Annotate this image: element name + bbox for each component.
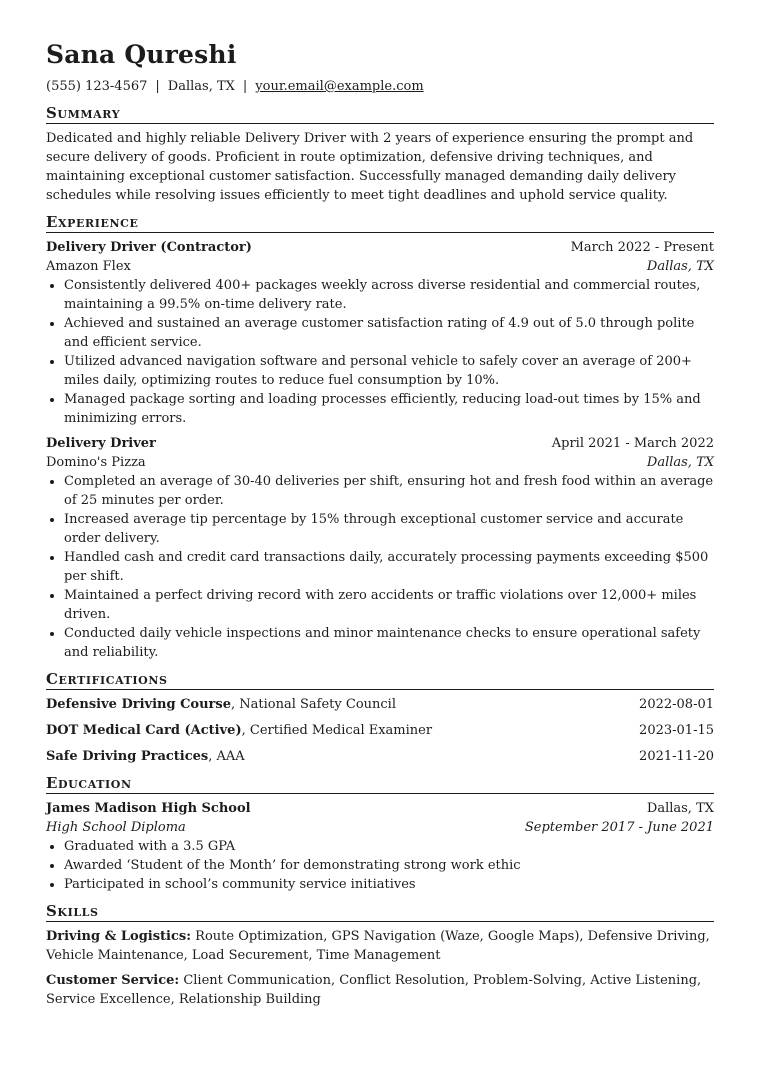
certification-name: DOT Medical Card (Active) xyxy=(46,723,242,738)
bullet-item: • Increased average tip percentage by 15% through exceptional customer service and accurate order delivery. xyxy=(64,510,714,548)
skill-list: Route Optimization, GPS Navigation (Waze, Google Maps), Defensive Driving, Vehicle Maintenance, Load Securement, Time Management xyxy=(46,929,710,963)
certification-item xyxy=(46,721,714,740)
school-location: Dallas, TX xyxy=(646,801,714,816)
section-title-certifications: Certifications xyxy=(46,670,714,690)
bullet-item: • Graduated with a 3.5 GPA xyxy=(64,837,714,856)
bullet-item: • Managed package sorting and loading processes efficiently, reducing load-out times by 15% and minimizing errors. xyxy=(64,390,714,428)
certification-date: 2022-08-01 xyxy=(639,697,714,712)
job-title: Delivery Driver xyxy=(46,436,156,451)
job-bullets xyxy=(46,472,714,662)
skill-list: Client Communication, Conflict Resolution, Problem-Solving, Active Listening, Service Excellence, Relationship Building xyxy=(46,973,702,1007)
bullet-item: • Maintained a perfect driving record with zero accidents or traffic violations over 12,000+ miles driven. xyxy=(64,586,714,624)
section-title-education: Education xyxy=(46,774,714,794)
school-name: James Madison High School xyxy=(46,801,251,816)
job-entry xyxy=(46,238,714,428)
bullet-item: • Utilized advanced navigation software and personal vehicle to safely cover an average of 200+ miles daily, optimizing routes to reduce fuel consumption by 10%. xyxy=(64,352,714,390)
bullet-item: • Conducted daily vehicle inspections and minor maintenance checks to ensure operational safety and reliability. xyxy=(64,624,714,662)
education-dates: September 2017 - June 2021 xyxy=(524,820,714,835)
bullet-item: • Handled cash and credit card transactions daily, accurately processing payments exceeding $500 per shift. xyxy=(64,548,714,586)
summary-text: Dedicated and highly reliable Delivery Driver with 2 years of experience ensuring the prompt and secure delivery of goods. Proficient in route optimization, defensive driving techniques, and maintaining exceptional customer satisfaction. Successfully managed demanding daily delivery schedules while resolving issues efficiently to meet tight deadlines and uphold service quality. xyxy=(46,131,694,203)
certification-issuer: , National Safety Council xyxy=(231,697,396,712)
job-bullets xyxy=(46,276,714,428)
bullet-item: • Consistently delivered 400+ packages weekly across diverse residential and commercial routes, maintaining a 99.5% on-time delivery rate. xyxy=(64,276,714,314)
job-location: Dallas, TX xyxy=(646,259,714,274)
separator: | xyxy=(155,79,160,94)
email-link[interactable]: your.email@example.com xyxy=(255,79,424,94)
bullet-item: • Achieved and sustained an average customer satisfaction rating of 4.9 out of 5.0 through polite and efficient service. xyxy=(64,314,714,352)
job-entry xyxy=(46,434,714,662)
education-bullets xyxy=(46,837,714,894)
certification-name: Defensive Driving Course xyxy=(46,697,231,712)
certification-list xyxy=(46,695,714,766)
job-dates: April 2021 - March 2022 xyxy=(551,436,714,451)
separator: | xyxy=(242,79,248,94)
certification-name: Safe Driving Practices xyxy=(46,749,209,764)
phone-number: (555) 123-4567 xyxy=(46,79,148,94)
degree: High School Diploma xyxy=(46,820,186,835)
certification-issuer: , AAA xyxy=(208,749,245,764)
skill-label: Driving & Logistics: xyxy=(46,929,192,944)
section-title-skills: Skills xyxy=(46,902,714,922)
job-title: Delivery Driver (Contractor) xyxy=(46,240,252,255)
company-name: Amazon Flex xyxy=(46,259,131,274)
certification-date: 2021-11-20 xyxy=(639,749,714,764)
skill-group xyxy=(46,971,714,1009)
job-location: Dallas, TX xyxy=(646,455,714,470)
certification-date: 2023-01-15 xyxy=(639,723,714,738)
skill-group xyxy=(46,927,714,965)
location: Dallas, TX xyxy=(167,79,235,94)
section-title-experience: Experience xyxy=(46,213,714,233)
certification-item xyxy=(46,747,714,766)
certification-issuer: , Certified Medical Examiner xyxy=(241,723,433,738)
candidate-name: Sana Qureshi xyxy=(46,40,237,69)
company-name: Domino's Pizza xyxy=(46,455,146,470)
education-entry xyxy=(46,799,714,894)
section-title-summary: Summary xyxy=(46,104,714,124)
contact-line xyxy=(46,78,714,96)
certification-item xyxy=(46,695,714,714)
job-dates: March 2022 - Present xyxy=(570,240,714,255)
bullet-item: • Awarded ‘Student of the Month’ for demonstrating strong work ethic xyxy=(64,856,714,875)
skill-label: Customer Service: xyxy=(46,973,180,988)
bullet-item: • Completed an average of 30-40 deliveries per shift, ensuring hot and fresh food within an average of 25 minutes per order. xyxy=(64,472,714,510)
bullet-item: • Participated in school’s community service initiatives xyxy=(64,875,714,894)
